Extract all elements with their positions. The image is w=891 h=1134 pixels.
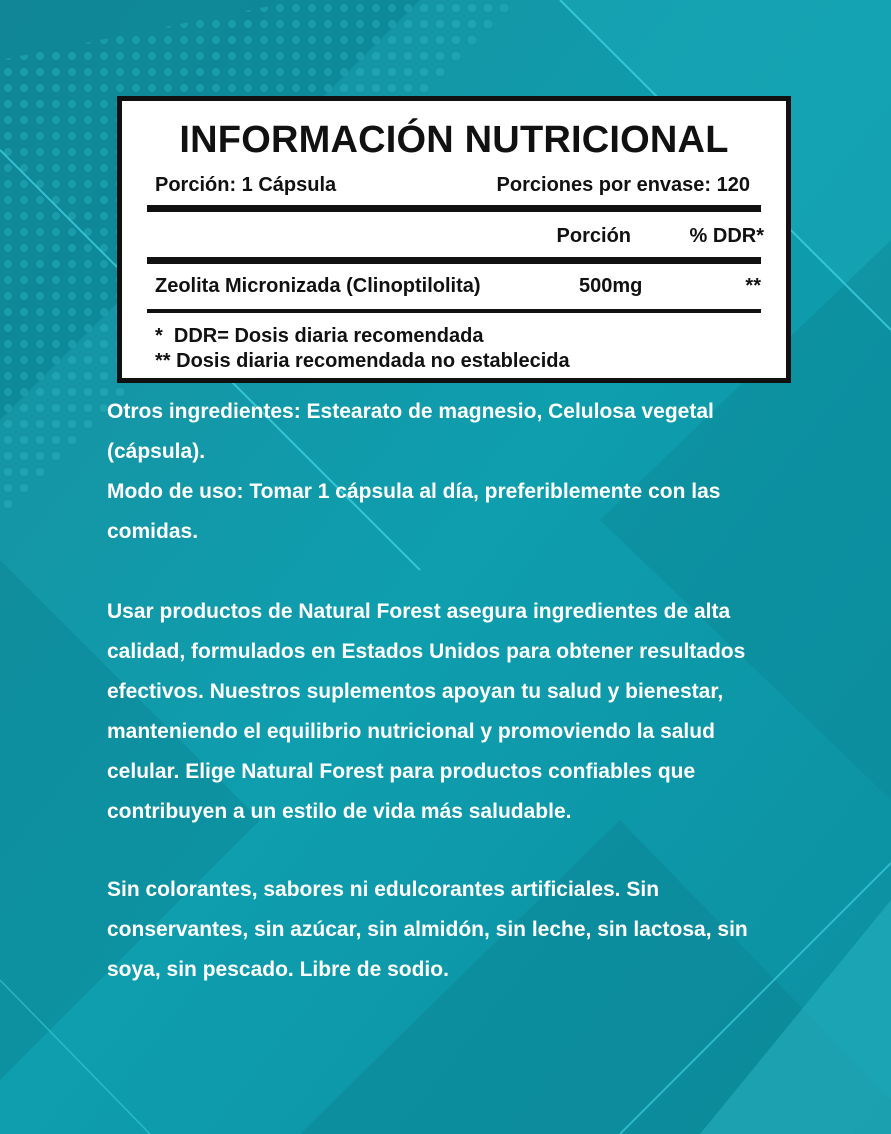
brand-paragraph bbox=[107, 592, 847, 832]
text-line: soya, sin pescado. Libre de sodio. bbox=[107, 958, 449, 981]
text-line: celular. Elige Natural Forest para productos confiables que bbox=[107, 760, 696, 783]
text-line: Otros ingredientes: Estearato de magnesio, Celulosa vegetal bbox=[107, 400, 714, 423]
text-line: Modo de uso: Tomar 1 cápsula al día, preferiblemente con las bbox=[107, 480, 721, 503]
column-header-ddr: % DDR* bbox=[689, 225, 764, 247]
text-line: contribuyen a un estilo de vida más saludable. bbox=[107, 800, 572, 823]
divider-thin bbox=[147, 309, 761, 313]
ingredient-ddr: ** bbox=[745, 275, 761, 297]
ingredient-amount: 500mg bbox=[579, 275, 643, 297]
other-ingredients-section bbox=[107, 392, 847, 552]
text-line: efectivos. Nuestros suplementos apoyan tu salud y bienestar, bbox=[107, 680, 724, 703]
text-line: comidas. bbox=[107, 520, 199, 543]
servings-per-container: Porciones por envase: 120 bbox=[496, 174, 750, 196]
footnote-not-established: ** Dosis diaria recomendada no establecida bbox=[155, 350, 570, 372]
nutrition-facts-panel bbox=[117, 96, 791, 383]
column-header-portion: Porción bbox=[556, 225, 631, 247]
free-from-paragraph bbox=[107, 870, 847, 990]
text-line: conservantes, sin azúcar, sin almidón, sin leche, sin lactosa, sin bbox=[107, 918, 748, 941]
ingredient-name: Zeolita Micronizada (Clinoptilolita) bbox=[155, 275, 481, 297]
text-line: Usar productos de Natural Forest asegura ingredientes de alta bbox=[107, 600, 731, 623]
divider-thick bbox=[147, 257, 761, 264]
text-line: manteniendo el equilibrio nutricional y promoviendo la salud bbox=[107, 720, 715, 743]
footnote-ddr: * DDR= Dosis diaria recomendada bbox=[155, 325, 484, 347]
serving-size: Porción: 1 Cápsula bbox=[155, 174, 337, 196]
nutrition-title: INFORMACIÓN NUTRICIONAL bbox=[179, 119, 729, 161]
text-line: (cápsula). bbox=[107, 440, 206, 463]
text-line: calidad, formulados en Estados Unidos para obtener resultados bbox=[107, 640, 746, 663]
text-line: Sin colorantes, sabores ni edulcorantes artificiales. Sin bbox=[107, 878, 660, 901]
divider-thick bbox=[147, 205, 761, 212]
